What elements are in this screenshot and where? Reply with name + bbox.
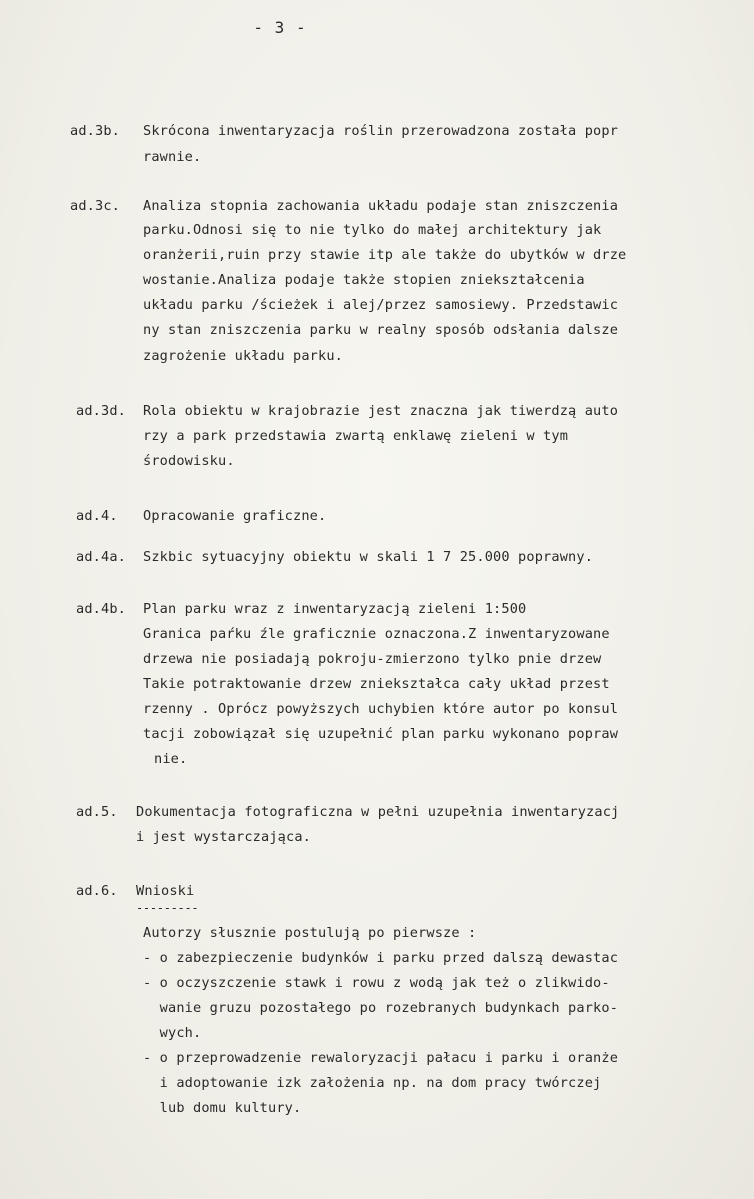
section-line: i jest wystarczająca.: [136, 829, 312, 845]
section-heading-wnioski: Wnioski: [136, 883, 195, 899]
section-line: Takie potraktowanie drzew zniekształca cały układ przest: [143, 676, 610, 692]
section-line: rzy a park przedstawia zwartą enklawę zieleni w tym: [143, 428, 569, 444]
section-line: Analiza stopnia zachowania układu podaje stan zniszczenia: [143, 198, 619, 214]
page-number: - 3 -: [253, 18, 307, 37]
section-label-ad3d: ad.3d.: [76, 403, 127, 419]
section-line: rzenny . Oprócz powyższych uchybien które autor po konsul: [143, 701, 619, 717]
section-line: wych.: [143, 1025, 202, 1041]
section-label-ad3b: ad.3b.: [70, 123, 121, 139]
section-line: i adoptowanie izk założenia np. na dom pracy twórczej: [143, 1075, 602, 1091]
section-line: parku.Odnosi się to nie tylko do małej architektury jak: [143, 222, 602, 238]
section-line: lub domu kultury.: [143, 1100, 302, 1116]
section-line: zagrożenie układu parku.: [143, 348, 344, 364]
section-line: - o zabezpieczenie budynków i parku przed dalszą dewastac: [143, 950, 619, 966]
section-label-ad4: ad.4.: [76, 508, 118, 524]
section-line: Autorzy słusznie postulują po pierwsze :: [143, 925, 477, 941]
section-line: drzewa nie posiadają pokroju-zmierzono tylko pnie drzew: [143, 651, 602, 667]
section-line: oranżerii,ruin przy stawie itp ale także do ubytków w drze: [143, 247, 627, 263]
section-line: Skrócona inwentaryzacja roślin przerowadzona została popr: [143, 123, 619, 139]
heading-underline: ---------: [136, 901, 199, 915]
section-line: środowisku.: [143, 453, 235, 469]
section-line: tacji zobowiązał się uzupełnić plan parku wykonano popraw: [143, 726, 619, 742]
section-label-ad3c: ad.3c.: [70, 198, 121, 214]
section-line: - o oczyszczenie stawk i rowu z wodą jak też o zlikwido-: [143, 975, 610, 991]
section-line: wostanie.Analiza podaje także stopien zniekształcenia: [143, 272, 585, 288]
section-line: układu parku /ścieżek i alej/przez samosiewy. Przedstawic: [143, 297, 619, 313]
section-line: ny stan zniszczenia parku w realny sposób odsłania dalsze: [143, 322, 619, 338]
section-line: wanie gruzu pozostałego po rozebranych budynkach parko-: [143, 1000, 619, 1016]
section-line: nie.: [154, 751, 188, 767]
section-line: rawnie.: [143, 149, 202, 165]
section-line: Opracowanie graficzne.: [143, 508, 327, 524]
section-label-ad4b: ad.4b.: [76, 601, 127, 617]
section-label-ad4a: ad.4a.: [76, 549, 127, 565]
section-line: Granica paŕku źle graficznie oznaczona.Z inwentaryzowane: [143, 626, 610, 642]
section-line: - o przeprowadzenie rewaloryzacji pałacu i parku i oranże: [143, 1050, 619, 1066]
section-line: Dokumentacja fotograficzna w pełni uzupełnia inwentaryzacj: [136, 804, 620, 820]
section-line: Plan parku wraz z inwentaryzacją zieleni 1:500: [143, 601, 527, 617]
section-line: Szkbic sytuacyjny obiektu w skali 1 7 25.000 poprawny.: [143, 549, 594, 565]
section-line: Rola obiektu w krajobrazie jest znaczna jak tiwerdzą auto: [143, 403, 619, 419]
section-label-ad6: ad.6.: [76, 883, 118, 899]
section-label-ad5: ad.5.: [76, 804, 118, 820]
